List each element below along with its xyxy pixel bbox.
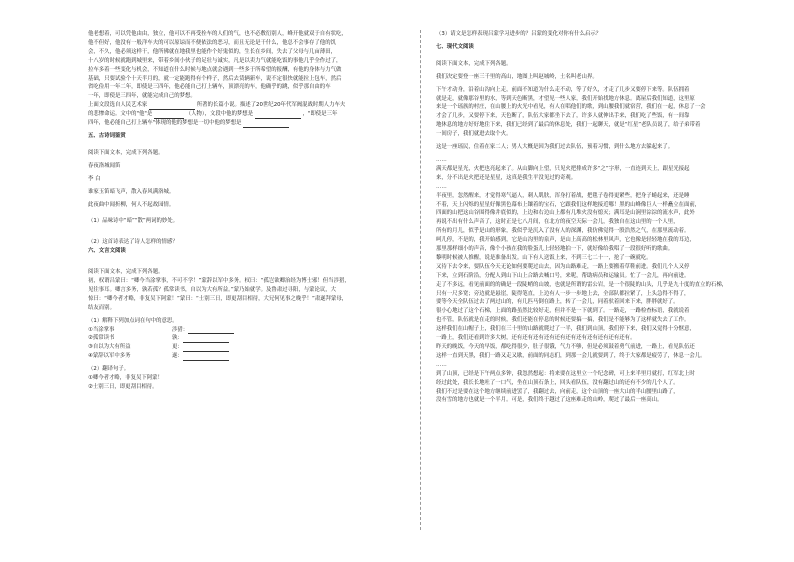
explain-answer xyxy=(172,343,252,352)
text-line: 这样我们在山帽子上，我们在三十里的山路就爬过了一半，我们到山顶，我们停下来，我们又觉得十分惬意， xyxy=(436,326,695,333)
fill-question-text: 所著的长篇小说。描述了20世纪20年代军阀混战时期人力车夫 xyxy=(196,102,346,109)
fill-question-text: ，"即使是三年 xyxy=(302,111,338,118)
text-line: 初，权谓吕蒙曰：“卿今当涂掌事，不可不学！”蒙辞以军中多务。权曰：“孤岂欲卿治经为博士邪！但当涉猎， xyxy=(88,278,350,285)
paragraph xyxy=(436,370,766,406)
fill-question-text: （人物），文段中他的梦想是 xyxy=(185,111,254,118)
text-line: 没有雪的地方也就是一个半月。可是，我们终于越过了这座难走的山岭，爬过了最后一座高山。 xyxy=(436,397,663,404)
explain-label: 更： xyxy=(172,344,183,351)
text-line: 不着，天上闪烁的星星好像黑色幕布上镶着的宝石，它跟我们这样地接近哪！黑的山峰像巨人一样矗立在面前， xyxy=(436,201,701,208)
text-line: 这是一座瑶民，住着在家二人；男人大概是因为我们过去队伍，预着习惯，到什么地方去躲起来了。 xyxy=(436,144,674,151)
text-line: 下午才动身，沿着山沟向上走，前面不知道为什么走不动，等了好久，才走了几步又要停下来等。队伍拥着 xyxy=(436,86,690,93)
fill-question-text: 的悲惨命运。文中的"他"是 xyxy=(88,111,153,118)
translate-item: ①卿今者才略，非复吴下阿蒙！ xyxy=(88,375,163,382)
text-line: 经过此处，我长长地吐了一口气，坐在山顶石条上，回头看队伍，没有翻过山的还有不少的几个人了。 xyxy=(436,379,679,386)
explain-table xyxy=(88,326,398,362)
text-line: 来是一个瑶族的村庄，在山腰上的火光中看见，有人在唱他们的歌，到山腰我们就宿营，我们在一起，休息了一会 xyxy=(436,104,706,111)
fill-question-text: 上面文段选自人民艺术家 xyxy=(88,102,148,109)
text-line: 来，分不出是火把还是星星，这真是我生平没见过的奇观。 xyxy=(436,174,577,181)
text-line: 惊曰：“卿今者才略，非复吴下阿蒙！”蒙曰：“士别三日，即更刮目相待，大兄何见事之晚乎！”肃遂拜蒙母， xyxy=(88,295,348,302)
text-line: 就是走，就像那谷里的水，等到天色断黑，才望见一些人家，我们开始找地方休息。离屋后我们知道，这里原 xyxy=(436,95,695,102)
text-line: 基础，只要试验个十天半月的，就一定能跑得有个样子，然后去赁辆新车，说不定很快就能拉上包车，然后 xyxy=(88,75,342,82)
section-heading-classical: 六、文言文阅读 xyxy=(88,248,126,255)
paragraph xyxy=(436,281,766,308)
explain-word: ④蒙辞以军中多务 xyxy=(88,353,131,360)
paragraph xyxy=(436,263,766,281)
text-line: 四面的山把这山谷围得像井底似的，上边和右边山上都有几堆火没有熄灭；满耳是山涧里淙淙的流水声，此外 xyxy=(436,210,695,217)
paragraph xyxy=(436,73,766,82)
explain-word: ③自以为大有所益 xyxy=(88,344,131,351)
explain-word: ①当涂掌事 xyxy=(88,326,115,333)
text-line: 所有的月儿，似乎是山的形象，我似乎是沉入了没有人的深渊，我仿佛觉得一股浩然之气，在那里流动着。 xyxy=(436,228,690,235)
question: （2）翻译句子。 xyxy=(88,366,130,373)
text-line: 十八岁的时候就跑到城里来，带着乡间小伙子的足壮与诚实，凡是以卖力气就能吃饭的事他几乎全作过了， xyxy=(88,57,342,64)
paragraph xyxy=(436,307,766,325)
instruction: 阅读下面文本，完成下列各题。 xyxy=(88,269,164,276)
question: （1）品味诗中“暗”“散”两词的妙处。 xyxy=(88,218,179,225)
text-line: 我们决定要登一座三千里的高山，地图上叫赵城岭，土名叫老山界。 xyxy=(436,73,598,80)
text-line: 他老想着，可以凭他由由，独立，他可以不再受拴车的人们的气，也不必敷衍别人，峰开他就双于自有状吃， xyxy=(88,31,347,37)
text-line: 要等今天全队伍过去了两过山的，有几匹马倒在路上，转了一会儿，同着驮着回来下来，胖胖就好了。 xyxy=(436,299,679,306)
explain-answer xyxy=(172,326,252,335)
text-line: 也不管，队伍就是在走的时候，我们还能在停息的时候还要搞一搞，我们是不能够为了这样就失去了工作。 xyxy=(436,317,690,324)
classical-passage xyxy=(88,277,398,313)
text-line: 才会了几步，又要停下来，天色断了，队伍大家都坐下去了，许多人就伸出手来，我们吃了些饭，有一间靠 xyxy=(436,113,690,120)
text-line: 呵儿停，不是的，我开始感到，它是山沟里的泉声，是山上高高的松林里风声，它也像是轻轻地在我的耳边， xyxy=(436,237,695,244)
text-line: 省吃俭用一年二年，即使是三四年，他必能自己打上辆车，顶漂亮的车，他确乎的跳，似乎那自由的车 xyxy=(88,84,331,91)
question: （1）解释下列加点词在句中的意思。 xyxy=(88,317,178,324)
text-line: 一年，即使是三四年，就能完成自己的梦想。 xyxy=(88,93,196,100)
text-line: 他不但好，他没有一般洋车夫的可以原谅而不便依法的恶习，而且无论是干什么，他总不会事存了他的饥 xyxy=(88,39,336,46)
text-line: 只有一尺多宽；旁边就是悬崖，陡得笔直，上边有人一步一步地上去，全部队都拉紧了，上头急得不得了， xyxy=(436,290,690,297)
question: （3）请文是怎样表现吕蒙学习进步的？吕蒙的变化对你有什么启示？ xyxy=(436,31,602,37)
explain-answer xyxy=(172,334,252,343)
explain-label: 遂： xyxy=(172,353,183,360)
intro-passage xyxy=(88,30,398,101)
instruction: 阅读下面文本，完成下列各题。 xyxy=(88,149,164,156)
paragraph xyxy=(436,325,766,343)
paragraph xyxy=(436,143,766,152)
text-line: 这样一直到天黑，我们一路又走又歇，前面的同志们，到那一会儿就要到了，终于大家都是疲劳了，休息一会儿。 xyxy=(436,352,706,359)
paragraph xyxy=(436,86,766,139)
text-line: 黎明时候被人推醒，说是准备出发。山下有人送饭上来，不到三七二十一，抢了一碗就吃。 xyxy=(436,254,652,261)
section-heading-modern: 七、现代文阅读 xyxy=(436,43,474,50)
text-line: 很小心地过了这个石梯，上面的路虽然比较好走，但并不是一下就到了。一路走，一路检查标语，我就说着 xyxy=(436,308,690,315)
section-heading-poetry: 五、古诗词鉴赏 xyxy=(88,132,126,139)
text-line: 我们不过是要在这个地方继续前进罢了，我翻过去，向前走，这个山顶的一座大山的半山腰里山路了， xyxy=(436,388,679,395)
instruction: 阅读下面文本，完成下列各题。 xyxy=(436,60,512,67)
column-divider xyxy=(420,30,421,530)
fill-question-text: 四年，他必能自己打上辆车"体现的他的梦想是一切中他的梦想是 xyxy=(88,120,242,127)
answer-blank[interactable] xyxy=(183,355,229,361)
text-line: 昨天的晚饭，今天的早饭，都吃得很少，肚子很饿，气力不够，但是必须鼓着勇气前进，一路上，看见队伍还 xyxy=(436,344,695,350)
fill-question xyxy=(88,101,398,110)
ellipsis: …… xyxy=(436,156,447,163)
text-line: 再说不出有什么声音了，这时正是七八月间，在北方的夜空天际一会儿，我独自在这山里的一个人里， xyxy=(436,219,679,226)
poem-author: 李 白 xyxy=(88,175,101,182)
fill-question-line3 xyxy=(88,119,398,128)
question: （2）这首诗表达了诗人怎样的情感？ xyxy=(88,239,178,246)
explain-answer xyxy=(172,352,252,361)
paragraph xyxy=(436,343,766,361)
text-line: 会，不久，他必须这样干，他所佛就在地我里也能作个好鬼似的，生长在乡间，失去了父母与几亩薄田， xyxy=(88,48,336,55)
text-line: 到了山顶，已经是下午两点多钟，我忽然想起：将来要在这里立一个纪念碑，可上来半里月就打，红军北上时 xyxy=(436,370,695,377)
poem-title: 春夜洛城闻笛 xyxy=(88,162,121,169)
text-line: 结友而别。 xyxy=(88,304,115,311)
ellipsis: …… xyxy=(436,361,447,368)
translate-item: ②士别三日，即更刮目相待。 xyxy=(88,384,158,390)
text-line: 一路上，我们还看到许多大树，还有还有还有还有还有还有还有还有还有还有还有。 xyxy=(436,335,636,342)
text-line: 又待下去令来，要队伍今天无论如何要爬过山去，因为山路难走，一路上要搬着草鞋前进。我们几个人又停 xyxy=(436,263,690,270)
poem-line: 谁家玉笛暗飞声，散入春风满洛城。 xyxy=(88,188,175,195)
explain-label: 孰： xyxy=(172,335,183,342)
text-line: 见往事耳。卿言多务，孰若孤？孤常读书，自以为大有所益。”蒙乃始就学。及鲁肃过寻阳，与蒙论议，大 xyxy=(88,286,337,293)
left-column xyxy=(88,30,398,392)
explain-label: 涉猎： xyxy=(172,326,189,333)
explain-word: ②孤常读书 xyxy=(88,335,115,342)
right-column xyxy=(436,30,766,405)
paragraph xyxy=(436,192,766,263)
text-line: 走了不多远，看见前面的的确是一段陡峭的山坡，也就是所谓的雷公岩，是一个很陡的山头，几乎是九十度的直立的石梯， xyxy=(436,281,728,288)
ellipsis: …… xyxy=(436,183,447,190)
fill-question-line2 xyxy=(88,110,398,119)
paragraph xyxy=(436,165,766,183)
translate-list xyxy=(88,374,398,392)
text-line: 地休息的地方好好地住下来，我们已经到了最后的休息处，我们一起聊天，就是“红星”老队员说了，给子弟带着 xyxy=(436,122,701,129)
answer-blank[interactable] xyxy=(243,122,289,128)
text-line: 一间房子，我们就进去取个火。 xyxy=(436,131,512,138)
text-line: 满天都是星光，火把也亮起来了。从山脚向上望，只见火把排成许多“之”字形，一直连到天上，跟星光接起 xyxy=(436,165,690,172)
text-line: 半夜里，忽然醒来，才觉得寒气逼人，刺人肌肤，浑身打着战，把毯子卷得更紧些，把身子蜷起来，还是睡 xyxy=(436,192,690,199)
text-line: 那里那样细小的声音，像个小孩在我的脸蛋儿上轻轻地拍一下，就好像给我唱了一段很好听的歌曲。 xyxy=(436,246,674,253)
text-line: 拉车多着一些变化与机会，不知道在什么时候与地点就会遇到一些多于所希望的报酬，有他的身体与力气做 xyxy=(88,66,342,73)
poem-line: 此夜曲中闻折柳，何人不起故园情。 xyxy=(88,201,175,208)
text-line: 下来，立到石阶沿，分配人到山下山上合路去喊口号，来呢，帮助病员和运输员。忙了一会儿，再向前进。 xyxy=(436,272,690,279)
